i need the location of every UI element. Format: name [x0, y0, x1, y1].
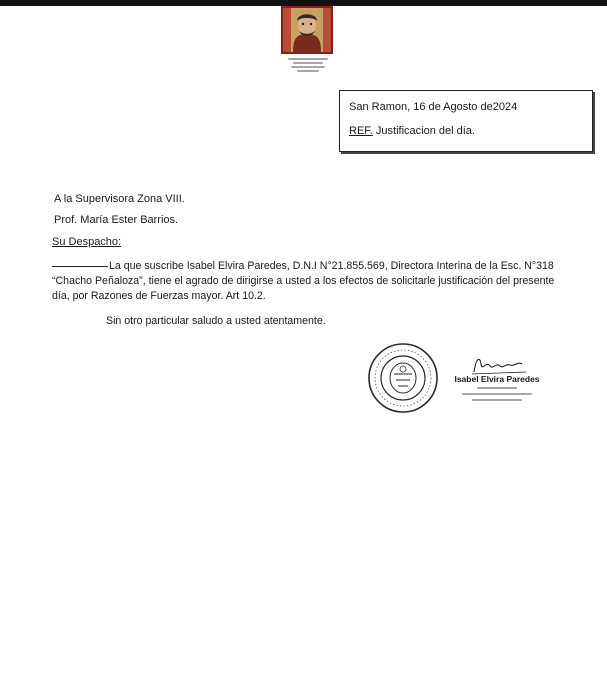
- school-round-seal: [364, 338, 442, 420]
- ref-label: REF.: [349, 125, 373, 137]
- portrait-icon: [281, 6, 333, 54]
- signatory-location-line: [452, 399, 542, 403]
- closing-line: Sin otro particular saludo a usted atentamente.: [106, 315, 326, 327]
- ref-text: Justificacion del día.: [372, 125, 475, 137]
- addressee-line-1: A la Supervisora Zona VIII.: [54, 193, 185, 205]
- su-despacho: Su Despacho:: [52, 236, 122, 248]
- addressee-line-2: Prof. María Ester Barrios.: [54, 214, 179, 226]
- logo-caption: [278, 56, 338, 72]
- reference-line: [349, 125, 475, 137]
- school-crest-logo: [278, 6, 338, 70]
- signatory-title-line: [452, 387, 542, 391]
- signatory-school-line: [452, 393, 542, 397]
- blank-underline: [52, 266, 108, 267]
- body-paragraph: [52, 259, 572, 304]
- body-text: La que suscribe Isabel Elvira Paredes, D.N.I N°21.855.569, Directora Interina de la Esc. N°318 “Chacho Peñaloza”, tiene el agrado de dirigirse a usted a los efectos de solicitarle justificación del presente día, por Razones de Fuerzas mayor. Art 10.2.: [52, 260, 555, 302]
- reference-box: [339, 90, 593, 152]
- signatory-name: Isabel Elvira Paredes: [454, 374, 540, 384]
- letter-date: San Ramon, 16 de Agosto de2024: [349, 101, 518, 113]
